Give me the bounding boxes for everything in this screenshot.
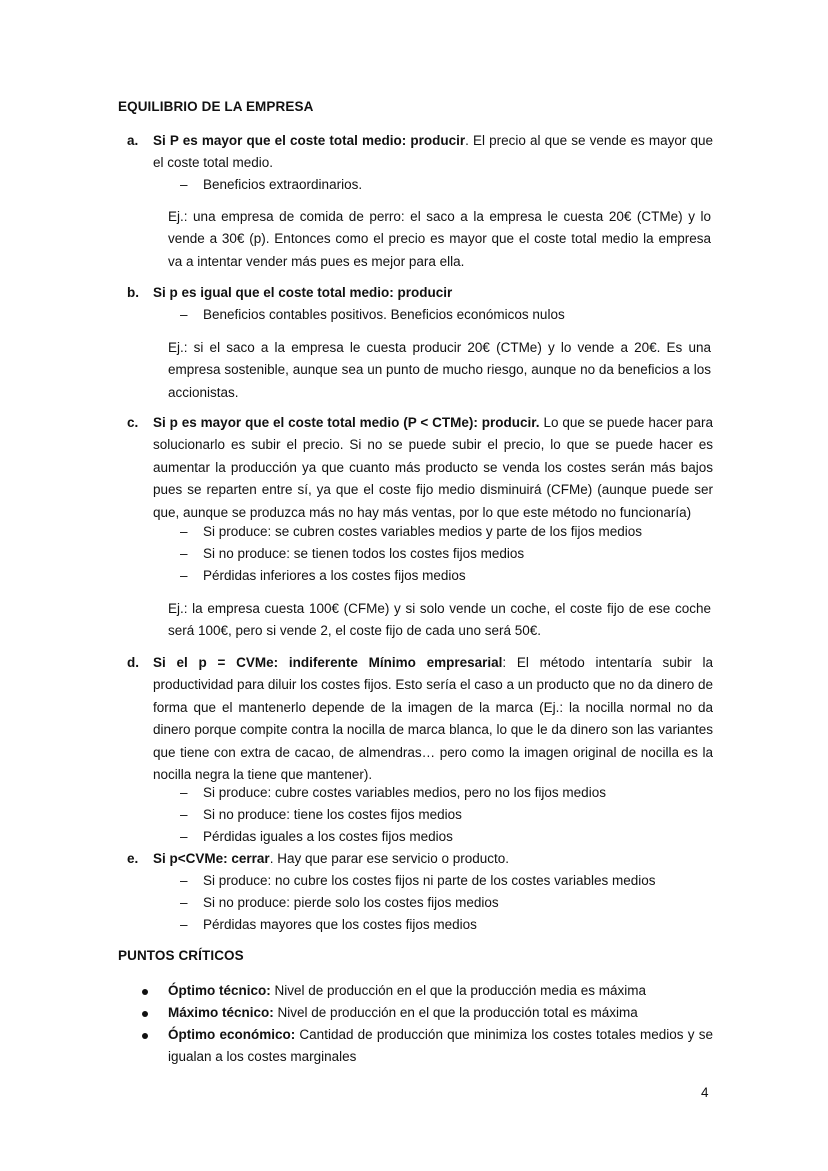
dash-item: – Si no produce: pierde solo los costes fijos medios xyxy=(180,895,499,910)
item-text: : El método intentaría subir la productividad para diluir los costes fijos. Esto sería el caso a un producto que no da dinero de forma que el mantenerlo depende de la imagen de la marca (Ej.: la nocilla normal no da dinero porque compite contra la nocilla de marca blanca, lo que le da dinero son las variantes que tiene con extra de cacao, de almendras… pero como la imagen original de nocilla es la nocilla negra la tiene que mantener). xyxy=(153,655,713,783)
list-item-e xyxy=(127,848,713,870)
item-heading: Si el p = CVMe: indiferente Mínimo empresarial xyxy=(153,655,503,670)
item-letter: b. xyxy=(127,285,139,300)
example-paragraph: Ej.: la empresa cuesta 100€ (CFMe) y si solo vende un coche, el coste fijo de ese coche será 100€, pero si vende 2, el coste fijo de cada uno será 50€. xyxy=(168,601,711,639)
list-item-a xyxy=(127,130,713,175)
bullet-dot-icon xyxy=(142,1011,148,1017)
item-letter: a. xyxy=(127,133,139,148)
dash-item: – Pérdidas mayores que los costes fijos medios xyxy=(180,917,477,932)
dash-item: – Pérdidas iguales a los costes fijos medios xyxy=(180,829,453,844)
item-letter: c. xyxy=(127,415,139,430)
bullet-item: Óptimo económico: Cantidad de producción que minimiza los costes totales medios y se igualan a los costes marginales xyxy=(142,1024,713,1069)
item-text: Lo que se puede hacer para solucionarlo es subir el precio. Si no se puede subir el precio, lo que se puede hacer es aumentar la producción ya que cuanto más producto se venda los costes serán más bajos pues se reparten entre sí, ya que el coste fijo medio disminuirá (CFMe) (aunque puede ser que, aunque se produzca más no hay más ventas, por lo que este método no funcionaría) xyxy=(153,415,713,520)
bullet-item: Máximo técnico: Nivel de producción en el que la producción total es máxima xyxy=(142,1002,713,1024)
item-heading: Si p es igual que el coste total medio: producir xyxy=(153,285,453,300)
list-item-b xyxy=(127,282,713,304)
dash-item: – Beneficios contables positivos. Beneficios económicos nulos xyxy=(180,307,565,322)
dash-item: – Si produce: se cubren costes variables medios y parte de los fijos medios xyxy=(180,524,642,539)
dash-item: – Beneficios extraordinarios. xyxy=(180,177,363,192)
item-text: . El precio al que se vende es mayor que el coste total medio. xyxy=(153,133,713,171)
list-item-c xyxy=(127,412,713,524)
item-letter: e. xyxy=(127,851,139,866)
dash-item: – Si produce: no cubre los costes fijos ni parte de los costes variables medios xyxy=(180,873,656,888)
item-heading: Si p es mayor que el coste total medio (P < CTMe): producir. xyxy=(153,415,540,430)
section-heading-equilibrio: EQUILIBRIO DE LA EMPRESA xyxy=(118,99,314,114)
dash-item: – Si produce: cubre costes variables medios, pero no los fijos medios xyxy=(180,785,606,800)
dash-item: – Si no produce: se tienen todos los costes fijos medios xyxy=(180,546,525,561)
item-heading: Si p<CVMe: cerrar xyxy=(153,851,270,866)
dash-item: – Pérdidas inferiores a los costes fijos medios xyxy=(180,568,466,583)
bullet-dot-icon xyxy=(142,1033,148,1039)
item-text: . Hay que parar ese servicio o producto. xyxy=(269,851,510,866)
bullet-dot-icon xyxy=(142,989,148,995)
bullet-item: Óptimo técnico: Nivel de producción en el que la producción media es máxima xyxy=(142,980,713,1002)
item-heading: Si P es mayor que el coste total medio: producir xyxy=(153,133,466,148)
page-number: 4 xyxy=(701,1085,709,1100)
example-paragraph: Ej.: si el saco a la empresa le cuesta producir 20€ (CTMe) y lo vende a 20€. Es una empresa sostenible, aunque sea un punto de mucho riesgo, aunque no da beneficios a los accionistas. xyxy=(168,340,711,400)
item-letter: d. xyxy=(127,655,139,670)
dash-item: – Si no produce: tiene los costes fijos medios xyxy=(180,807,462,822)
section-heading-puntos-criticos: PUNTOS CRÍTICOS xyxy=(118,948,244,963)
list-item-d xyxy=(127,652,713,786)
example-paragraph: Ej.: una empresa de comida de perro: el saco a la empresa le cuesta 20€ (CTMe) y lo vende a 30€ (p). Entonces como el precio es mayor que el coste total medio la empresa va a intentar vender más pues es mejor para ella. xyxy=(168,209,711,269)
